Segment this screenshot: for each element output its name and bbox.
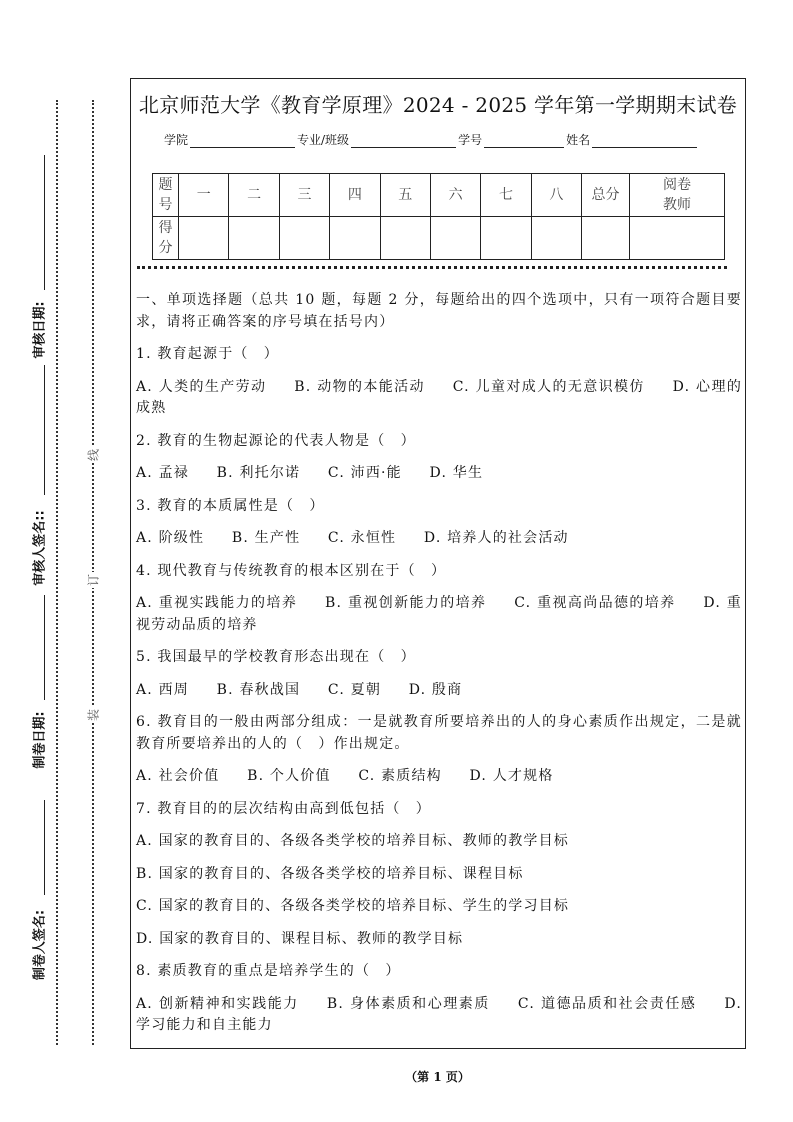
signature-line xyxy=(44,155,45,290)
option: A. 社会价值 xyxy=(136,768,220,784)
binding-dotted-line-outer xyxy=(56,100,58,1045)
name-label: 姓名 xyxy=(566,133,591,147)
option: C. 永恒性 xyxy=(327,530,397,546)
option: A. 阶级性 xyxy=(136,530,205,546)
question-stem: 5. 我国最早的学校教育形态出现在（ ） xyxy=(136,649,416,665)
column-header: 八 xyxy=(531,174,581,217)
column-header: 三 xyxy=(279,174,329,217)
college-field[interactable] xyxy=(190,134,295,148)
option: A. 创新精神和实践能力 xyxy=(136,995,299,1012)
question-stem: 1. 教育起源于（ ） xyxy=(136,346,280,362)
name-field[interactable] xyxy=(592,134,697,148)
question-options xyxy=(136,528,742,550)
score-cell[interactable] xyxy=(279,217,329,260)
option: D. 国家的教育目的、课程目标、教师的教学目标 xyxy=(136,930,464,947)
bind-mark-line: 线 xyxy=(86,448,101,462)
column-header: 五 xyxy=(380,174,430,217)
option: B. 身体素质和心理素质 xyxy=(326,995,490,1012)
score-table-header-row xyxy=(153,174,725,217)
score-cell[interactable] xyxy=(481,217,531,260)
score-cell[interactable] xyxy=(229,217,279,260)
score-cell[interactable] xyxy=(380,217,430,260)
grader-cell[interactable] xyxy=(630,217,725,260)
question-options xyxy=(136,994,742,1037)
signature-line xyxy=(44,365,45,495)
student-id-label: 学号 xyxy=(458,133,483,147)
separator-dotted-line xyxy=(137,266,727,269)
score-cell[interactable] xyxy=(179,217,229,260)
question-stem: 8. 素质教育的重点是培养学生的（ ） xyxy=(136,963,401,979)
option: A. 重视实践能力的培养 xyxy=(136,595,298,611)
option: D. 培养人的社会活动 xyxy=(423,530,569,546)
option: B. 春秋战国 xyxy=(216,681,301,698)
question-options xyxy=(136,680,742,702)
column-header: 总分 xyxy=(582,174,630,217)
score-table xyxy=(152,173,725,260)
bind-mark-bind: 装 xyxy=(86,708,101,722)
question-stem: 2. 教育的生物起源论的代表人物是（ ） xyxy=(136,432,416,449)
option: D. 殷商 xyxy=(408,681,463,698)
prepare-date-label: 制卷日期: xyxy=(32,711,48,769)
signature-line xyxy=(44,800,45,895)
grader-header: 阅卷 教师 xyxy=(630,174,725,217)
exam-title: 北京师范大学《教育学原理》2024 - 2025 学年第一学期期末试卷 xyxy=(138,93,738,117)
signature-line xyxy=(44,595,45,700)
question-options xyxy=(136,377,742,420)
option: C. 重视高尚品德的培养 xyxy=(514,595,676,611)
question-number-header: 题 号 xyxy=(153,174,179,217)
option: B. 动物的本能活动 xyxy=(294,378,425,395)
bind-mark-staple: 订 xyxy=(86,573,101,587)
option: D. 华生 xyxy=(429,465,484,481)
major-class-field[interactable] xyxy=(351,134,456,148)
exam-page-frame xyxy=(130,78,746,1049)
page-number: （第 1 页） xyxy=(405,1070,470,1084)
question-stem: 7. 教育目的的层次结构由高到低包括（ ） xyxy=(136,800,432,817)
option: C. 沛西·能 xyxy=(327,465,402,481)
option: C. 道德品质和社会责任感 xyxy=(517,995,697,1012)
question-stem: 6. 教育目的一般由两部分组成：一是就教育所要培养出的人的身心素质作出规定，二是就教育所要培养出的人的（ ）作出规定。 xyxy=(136,714,742,752)
option: A. 孟禄 xyxy=(136,465,190,481)
option: B. 生产性 xyxy=(231,530,301,546)
option: B. 国家的教育目的、各级各类学校的培养目标、课程目标 xyxy=(136,865,524,882)
section-single-choice xyxy=(136,290,742,1048)
score-cell[interactable] xyxy=(582,217,630,260)
student-id-field[interactable] xyxy=(484,134,564,148)
option: C. 国家的教育目的、各级各类学校的培养目标、学生的学习目标 xyxy=(136,898,570,914)
option: C. 素质结构 xyxy=(358,768,442,784)
option: D. 学习能力和自主能力 xyxy=(136,995,742,1033)
column-header: 一 xyxy=(179,174,229,217)
option: D. 心理的成熟 xyxy=(136,378,743,416)
reviewer-signature-label: 审核人签名:: xyxy=(32,510,48,586)
column-header: 六 xyxy=(430,174,480,217)
option: B. 重视创新能力的培养 xyxy=(325,595,487,611)
question-stem: 3. 教育的本质属性是（ ） xyxy=(136,497,325,514)
score-table-score-row xyxy=(153,217,725,260)
option: C. 儿童对成人的无意识模仿 xyxy=(452,378,645,395)
option: A. 人类的生产劳动 xyxy=(136,378,267,395)
review-date-label: 审核日期: xyxy=(32,301,48,359)
option: D. 人才规格 xyxy=(469,768,554,784)
question-options xyxy=(136,593,742,636)
preparer-signature-label: 制卷人签名: xyxy=(32,909,48,981)
column-header: 四 xyxy=(330,174,380,217)
option: C. 夏朝 xyxy=(327,681,382,698)
college-label: 学院 xyxy=(164,133,189,147)
section-heading: 一、单项选择题（总共 10 题，每题 2 分，每题给出的四个选项中，只有一项符合题目要求，请将正确答案的序号填在括号内） xyxy=(136,292,742,330)
question-options xyxy=(136,766,742,788)
column-header: 七 xyxy=(481,174,531,217)
score-cell[interactable] xyxy=(430,217,480,260)
option: D. 重视劳动品质的培养 xyxy=(136,595,743,633)
option: B. 利托尔诺 xyxy=(216,465,301,481)
score-header: 得 分 xyxy=(153,217,179,260)
student-info-row xyxy=(164,131,699,148)
score-cell[interactable] xyxy=(330,217,380,260)
question-options xyxy=(136,463,742,485)
column-header: 二 xyxy=(229,174,279,217)
question-stem: 4. 现代教育与传统教育的根本区别在于（ ） xyxy=(136,562,447,579)
option: A. 国家的教育目的、各级各类学校的培养目标、教师的教学目标 xyxy=(136,833,570,849)
option: A. 西周 xyxy=(136,681,190,698)
option: B. 个人价值 xyxy=(247,768,331,784)
score-cell[interactable] xyxy=(531,217,581,260)
major-class-label: 专业/班级 xyxy=(297,133,350,147)
